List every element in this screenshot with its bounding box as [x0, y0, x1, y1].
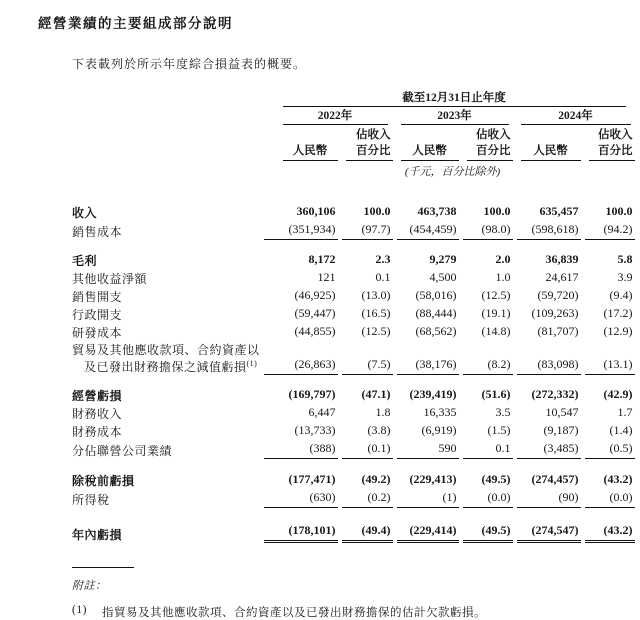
value-cell: (0.1) — [338, 440, 393, 459]
value-cell: (0.2) — [338, 489, 393, 508]
table-row — [72, 251, 635, 269]
value-cell: (272,332) — [531, 387, 579, 401]
spacer-row — [72, 375, 635, 386]
value-cell: (229,413) — [409, 472, 457, 486]
value-cell: (59,720) — [537, 288, 579, 302]
row-label: 除稅前虧損 — [72, 474, 135, 488]
row-label: 財務成本 — [72, 425, 123, 439]
pct-of-revenue-label-2023: 佔收入 — [476, 129, 511, 141]
value-cell: (0.5) — [581, 440, 635, 459]
row-label: 經營虧損 — [72, 389, 123, 403]
footnote-item — [72, 604, 640, 620]
table-row — [72, 522, 635, 543]
value-cell: (6,919) — [421, 423, 457, 437]
value-cell: (7.5) — [338, 341, 393, 375]
value-cell: (83,098) — [513, 341, 581, 375]
row-label: 銷售成本 — [72, 225, 123, 239]
row-label: 財務收入 — [72, 407, 123, 421]
value-cell: (177,471) — [288, 472, 336, 486]
rmb-label-2023: 人民幣 — [401, 142, 459, 161]
value-cell: (43.2) — [581, 522, 635, 543]
value-cell: (12.9) — [603, 324, 633, 338]
table-row — [72, 287, 635, 305]
footnote-reference: (1) — [246, 359, 258, 368]
value-cell: (12.5) — [481, 288, 511, 302]
pct-label-2022: 百分比 — [346, 142, 393, 161]
value-cell: (98.0) — [459, 221, 513, 240]
table-row — [72, 386, 635, 404]
unit-note: (千元，百分比除外) — [404, 166, 501, 178]
value-cell: 5.8 — [617, 252, 633, 266]
value-cell: (16.5) — [361, 306, 391, 320]
value-cell: (109,263) — [531, 306, 579, 320]
value-cell: (3,485) — [513, 440, 581, 459]
value-cell: (351,934) — [260, 221, 338, 240]
period-header: 截至12月31日止年度 — [283, 89, 626, 107]
footnote-marker: (1) — [72, 604, 87, 616]
table-row — [72, 422, 635, 440]
row-label: 收入 — [72, 206, 98, 220]
table-body — [72, 179, 635, 543]
pct-label-2024: 百分比 — [589, 142, 635, 161]
period-header-row — [72, 89, 635, 107]
spacer-row — [72, 240, 635, 251]
value-cell: (42.9) — [603, 387, 633, 401]
table-row — [72, 341, 635, 375]
value-cell: (9.4) — [609, 288, 633, 302]
value-cell: (3.8) — [367, 423, 391, 437]
value-cell: (49.4) — [338, 522, 393, 543]
value-cell: (47.1) — [361, 387, 391, 401]
pct-of-revenue-label-2022: 佔收入 — [356, 129, 391, 141]
footnote-text: 指貿易及其他應收款項、合約資產以及已發出財務擔保的估計欠款虧損。 — [102, 607, 486, 619]
value-cell: (274,547) — [513, 522, 581, 543]
value-cell: (49.2) — [361, 472, 391, 486]
value-cell: (12.5) — [361, 324, 391, 338]
value-cell: (26,863) — [260, 341, 338, 375]
value-cell: (81,707) — [537, 324, 579, 338]
value-cell: (630) — [260, 489, 338, 508]
value-cell: 6,447 — [308, 405, 336, 419]
spacer-row — [72, 179, 635, 203]
value-cell: 360,106 — [296, 204, 336, 218]
value-cell: 3.5 — [495, 405, 511, 419]
row-label: 毛利 — [72, 254, 98, 268]
value-cell: 121 — [317, 270, 336, 284]
footnotes-section — [72, 567, 640, 620]
table-row — [72, 489, 635, 508]
rmb-label-2024: 人民幣 — [521, 142, 581, 161]
table-row — [72, 404, 635, 422]
year-2023-header: 2023年 — [401, 107, 509, 125]
table-row — [72, 471, 635, 489]
table-header — [72, 89, 635, 179]
value-cell: 3.9 — [617, 270, 633, 284]
table-row — [72, 305, 635, 323]
value-cell: 0.1 — [375, 270, 391, 284]
table-row — [72, 323, 635, 341]
value-cell: (239,419) — [409, 387, 457, 401]
value-cell: (49.5) — [459, 522, 513, 543]
value-cell: 1.0 — [495, 270, 511, 284]
value-cell: 1.7 — [617, 405, 633, 419]
value-cell: 0.1 — [459, 440, 513, 459]
value-cell: (1) — [393, 489, 459, 508]
value-cell: (388) — [260, 440, 338, 459]
value-cell: (1.5) — [487, 423, 511, 437]
row-label: 所得稅 — [72, 493, 110, 507]
value-cell: (14.8) — [481, 324, 511, 338]
year-2022-header: 2022年 — [283, 107, 388, 125]
row-label: 貿易及其他應收款項、合約資產以 及已發出財務擔保之減值虧損$^{(1)}$ — [72, 343, 260, 374]
year-2024-header: 2024年 — [521, 107, 631, 125]
row-label: 行政開支 — [72, 308, 123, 322]
pct-of-revenue-label-2024: 佔收入 — [598, 129, 633, 141]
subheader-pct-row — [72, 125, 635, 142]
value-cell: (229,414) — [393, 522, 459, 543]
footnote-divider — [72, 567, 134, 568]
value-cell: (49.5) — [481, 472, 511, 486]
value-cell: (68,562) — [415, 324, 457, 338]
value-cell: (13.1) — [581, 341, 635, 375]
value-cell: 10,547 — [545, 405, 579, 419]
row-label: 研發成本 — [72, 326, 123, 340]
table-row — [72, 203, 635, 221]
row-label: 銷售開支 — [72, 290, 123, 304]
rmb-label-2022: 人民幣 — [283, 142, 338, 161]
value-cell: 2.3 — [375, 252, 391, 266]
value-cell: 100.0 — [605, 204, 633, 218]
value-cell: 16,335 — [423, 405, 457, 419]
value-cell: 100.0 — [363, 204, 391, 218]
value-cell: (90) — [513, 489, 581, 508]
value-cell: 36,839 — [545, 252, 579, 266]
value-cell: 590 — [393, 440, 459, 459]
value-cell: (0.0) — [459, 489, 513, 508]
value-cell: (9,187) — [543, 423, 579, 437]
value-cell: (58,016) — [415, 288, 457, 302]
value-cell: (178,101) — [260, 522, 338, 543]
value-cell: (17.2) — [603, 306, 633, 320]
value-cell: (19.1) — [481, 306, 511, 320]
value-cell: (598,618) — [513, 221, 581, 240]
page-title: 經營業績的主要組成部分說明 — [38, 16, 233, 31]
value-cell: 9,279 — [429, 252, 457, 266]
value-cell: (274,457) — [531, 472, 579, 486]
intro-paragraph: 下表載列於所示年度綜合損益表的概要。 — [72, 57, 307, 71]
spacer-row — [72, 459, 635, 471]
value-cell: 635,457 — [539, 204, 579, 218]
value-cell: (44,855) — [294, 324, 336, 338]
table-row — [72, 221, 635, 240]
row-label: 其他收益淨額 — [72, 272, 148, 286]
value-cell: 1.8 — [375, 405, 391, 419]
value-cell: (1.4) — [609, 423, 633, 437]
table-row — [72, 269, 635, 287]
value-cell: (38,176) — [393, 341, 459, 375]
year-header-row — [72, 107, 635, 125]
value-cell: (94.2) — [581, 221, 635, 240]
value-cell: 463,738 — [417, 204, 457, 218]
unit-note-row — [72, 161, 635, 179]
spacer-row — [72, 508, 635, 522]
value-cell: 2.0 — [495, 252, 511, 266]
value-cell: (13.0) — [361, 288, 391, 302]
value-cell: 4,500 — [429, 270, 457, 284]
value-cell: (169,797) — [288, 387, 336, 401]
income-statement-table — [72, 89, 635, 543]
value-cell: (51.6) — [481, 387, 511, 401]
value-cell: (97.7) — [338, 221, 393, 240]
value-cell: (0.0) — [581, 489, 635, 508]
value-cell: (8.2) — [459, 341, 513, 375]
value-cell: (88,444) — [415, 306, 457, 320]
value-cell: (454,459) — [393, 221, 459, 240]
value-cell: (13,733) — [294, 423, 336, 437]
value-cell: 8,172 — [308, 252, 336, 266]
pct-label-2023: 百分比 — [467, 142, 513, 161]
value-cell: (43.2) — [603, 472, 633, 486]
table-row — [72, 440, 635, 459]
subheader-units-row — [72, 142, 635, 161]
row-label: 年內虧損 — [72, 528, 123, 542]
value-cell: 100.0 — [483, 204, 511, 218]
row-label: 分佔聯營公司業績 — [72, 444, 173, 458]
value-cell: (46,925) — [294, 288, 336, 302]
value-cell: 24,617 — [545, 270, 579, 284]
notes-label: 附註： — [72, 580, 107, 592]
value-cell: (59,447) — [294, 306, 336, 320]
